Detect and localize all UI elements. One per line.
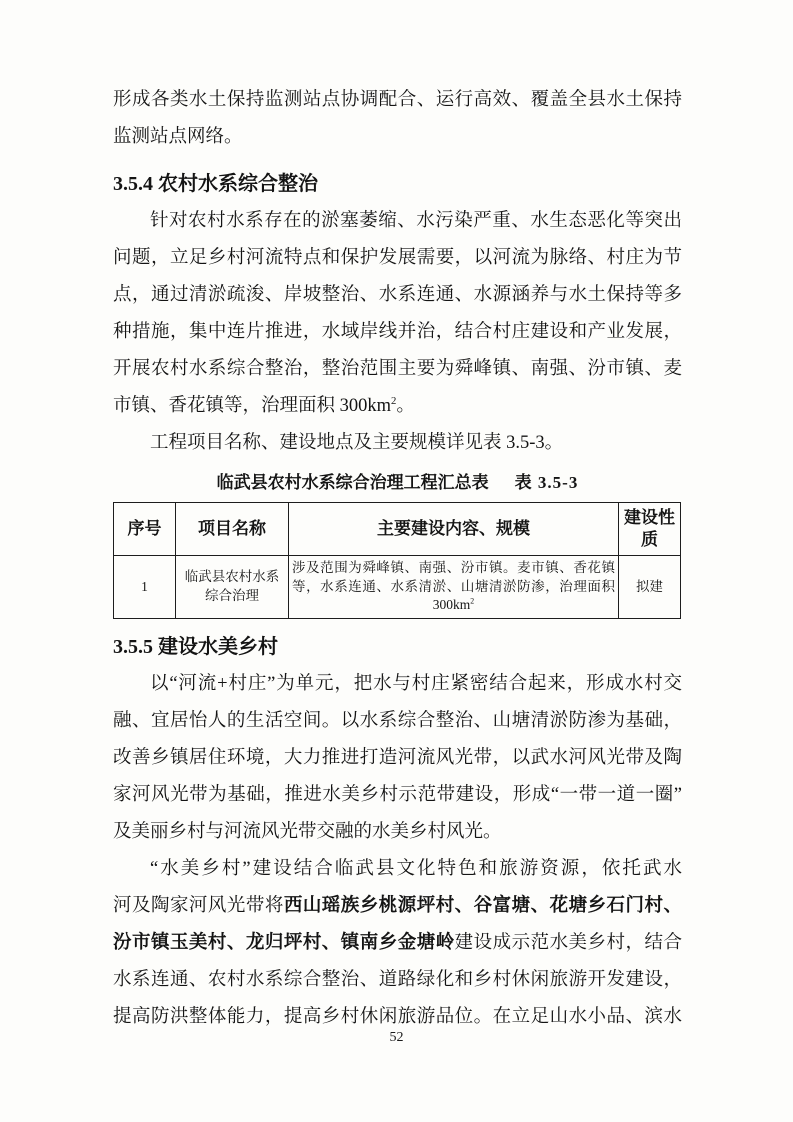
table-label: 表 3.5-3 [514, 473, 579, 492]
bold-text-segment: 汾市镇玉美村、龙归坪村、镇南乡金塘岭 [113, 932, 455, 953]
header-line: 序号 [127, 519, 162, 538]
para-rural-water-issues [113, 203, 682, 425]
text-segment: 建设成示范水美乡村，结合 [454, 932, 682, 953]
header-line: 建设性 [624, 508, 675, 527]
heading-3-5-5: 3.5.5 建设水美乡村 [113, 635, 278, 658]
table-3-5-3-title [113, 470, 682, 496]
text-segment: 300km [432, 597, 471, 612]
text-segment: 。 [396, 396, 415, 416]
para-table-reference [113, 425, 682, 462]
table-cell [619, 556, 681, 619]
text-segment: 临武县农村水系 [184, 569, 280, 585]
cell-line [179, 568, 285, 587]
cell-line [292, 578, 615, 597]
table-header-row [114, 503, 681, 556]
superscript: 2 [391, 394, 397, 407]
text-segment: 市镇、香花镇等，治理面积 300km [113, 396, 392, 416]
para-shuimei-construction [113, 851, 682, 1036]
text-line [113, 82, 682, 119]
text-line [113, 703, 682, 740]
text-segment: 涉及范围为舜峰镇、南强、汾市镇。麦市镇、香花镇 [292, 560, 615, 575]
text-segment: 等，水系连通、水系清淤、山塘清淤防渗，治理面积 [292, 578, 615, 594]
table-header-cell [176, 503, 289, 556]
text-line [113, 925, 682, 962]
text-line [113, 814, 682, 851]
text-segment: 点，通过清淤疏浚、岸坡整治、水系连通、水源涵养与水土保持等多 [113, 285, 682, 305]
page-number: 52 [389, 1030, 404, 1045]
header-line: 主要建设内容、规模 [377, 519, 530, 538]
table-3-5-3 [113, 502, 681, 619]
text-segment: 水系连通、农村水系综合整治、道路绿化和乡村休闲旅游开发建设， [113, 969, 682, 990]
cell-line [292, 559, 615, 578]
table-header-cell [619, 503, 681, 556]
header-line: 项目名称 [198, 519, 266, 538]
text-segment: 及美丽乡村与河流风光带交融的水美乡村风光。 [113, 821, 502, 842]
text-segment: 开展农村水系综合整治，整治范围主要为舜峰镇、南强、汾市镇、麦 [113, 359, 682, 379]
text-segment: 河及陶家河风光带将 [113, 895, 284, 916]
para-monitoring-network [113, 82, 682, 156]
text-segment: 工程项目名称、建设地点及主要规模详见表 3.5-3。 [150, 433, 564, 453]
text-line [113, 388, 682, 425]
table-row [114, 556, 681, 619]
heading-3-5-4: 3.5.4 农村水系综合整治 [113, 173, 318, 195]
text-segment: 监测站点网络。 [113, 127, 243, 147]
text-segment: 1 [141, 578, 148, 594]
bold-text-segment: 西山瑶族乡桃源坪村、谷富塘、花塘乡石门村、 [283, 895, 682, 916]
text-segment: “水美乡村”建设结合临武县文化特色和旅游资源，依托武水 [150, 858, 682, 879]
cell-line [117, 578, 172, 597]
document-content [113, 82, 682, 1036]
table-header-cell [114, 503, 176, 556]
table-cell [289, 556, 619, 619]
table-header-cell [289, 503, 619, 556]
text-line [113, 351, 682, 388]
text-segment: 针对农村水系存在的淤塞萎缩、水污染严重、水生态恶化等突出 [150, 211, 682, 231]
text-segment: 改善乡镇居住环境，大力推进打造河流风光带，以武水河风光带及陶 [113, 747, 682, 768]
table-cell [176, 556, 289, 619]
text-segment: 拟建 [636, 578, 663, 594]
text-segment: 家河风光带为基础，推进水美乡村示范带建设，形成“一带一道一圈” [113, 784, 682, 805]
text-line [113, 888, 682, 925]
text-segment: 形成各类水土保持监测站点协调配合、运行高效、覆盖全县水土保持 [113, 90, 682, 110]
table-title-text: 临武县农村水系综合治理工程汇总表 [216, 473, 489, 492]
cell-line [622, 578, 677, 597]
text-segment: 以“河流+村庄”为单元，把水与村庄紧密结合起来，形成水村交 [150, 673, 682, 694]
text-line [113, 962, 682, 999]
text-segment: 综合治理 [205, 587, 259, 603]
text-line [113, 203, 682, 240]
text-segment: 种措施，集中连片推进，水域岸线并治，结合村庄建设和产业发展， [113, 322, 682, 342]
text-segment: 问题，立足乡村河流特点和保护发展需要，以河流为脉络、村庄为节 [113, 248, 682, 268]
text-line [113, 425, 682, 462]
text-segment: 融、宜居怡人的生活空间。以水系综合整治、山塘清淤防渗为基础， [113, 710, 682, 731]
table-cell [114, 556, 176, 619]
text-line [113, 851, 682, 888]
para-shuimei-concept [113, 666, 682, 851]
text-line [113, 740, 682, 777]
text-line [113, 314, 682, 351]
cell-line [179, 587, 285, 606]
text-line [113, 240, 682, 277]
text-line [113, 277, 682, 314]
text-line [113, 119, 682, 156]
cell-line [292, 596, 615, 615]
text-segment: 提高防洪整体能力，提高乡村休闲旅游品位。在立足山水小品、滨水 [113, 1006, 682, 1027]
text-line [113, 666, 682, 703]
superscript: 2 [470, 596, 475, 606]
header-line: 质 [641, 530, 658, 549]
text-line [113, 777, 682, 814]
